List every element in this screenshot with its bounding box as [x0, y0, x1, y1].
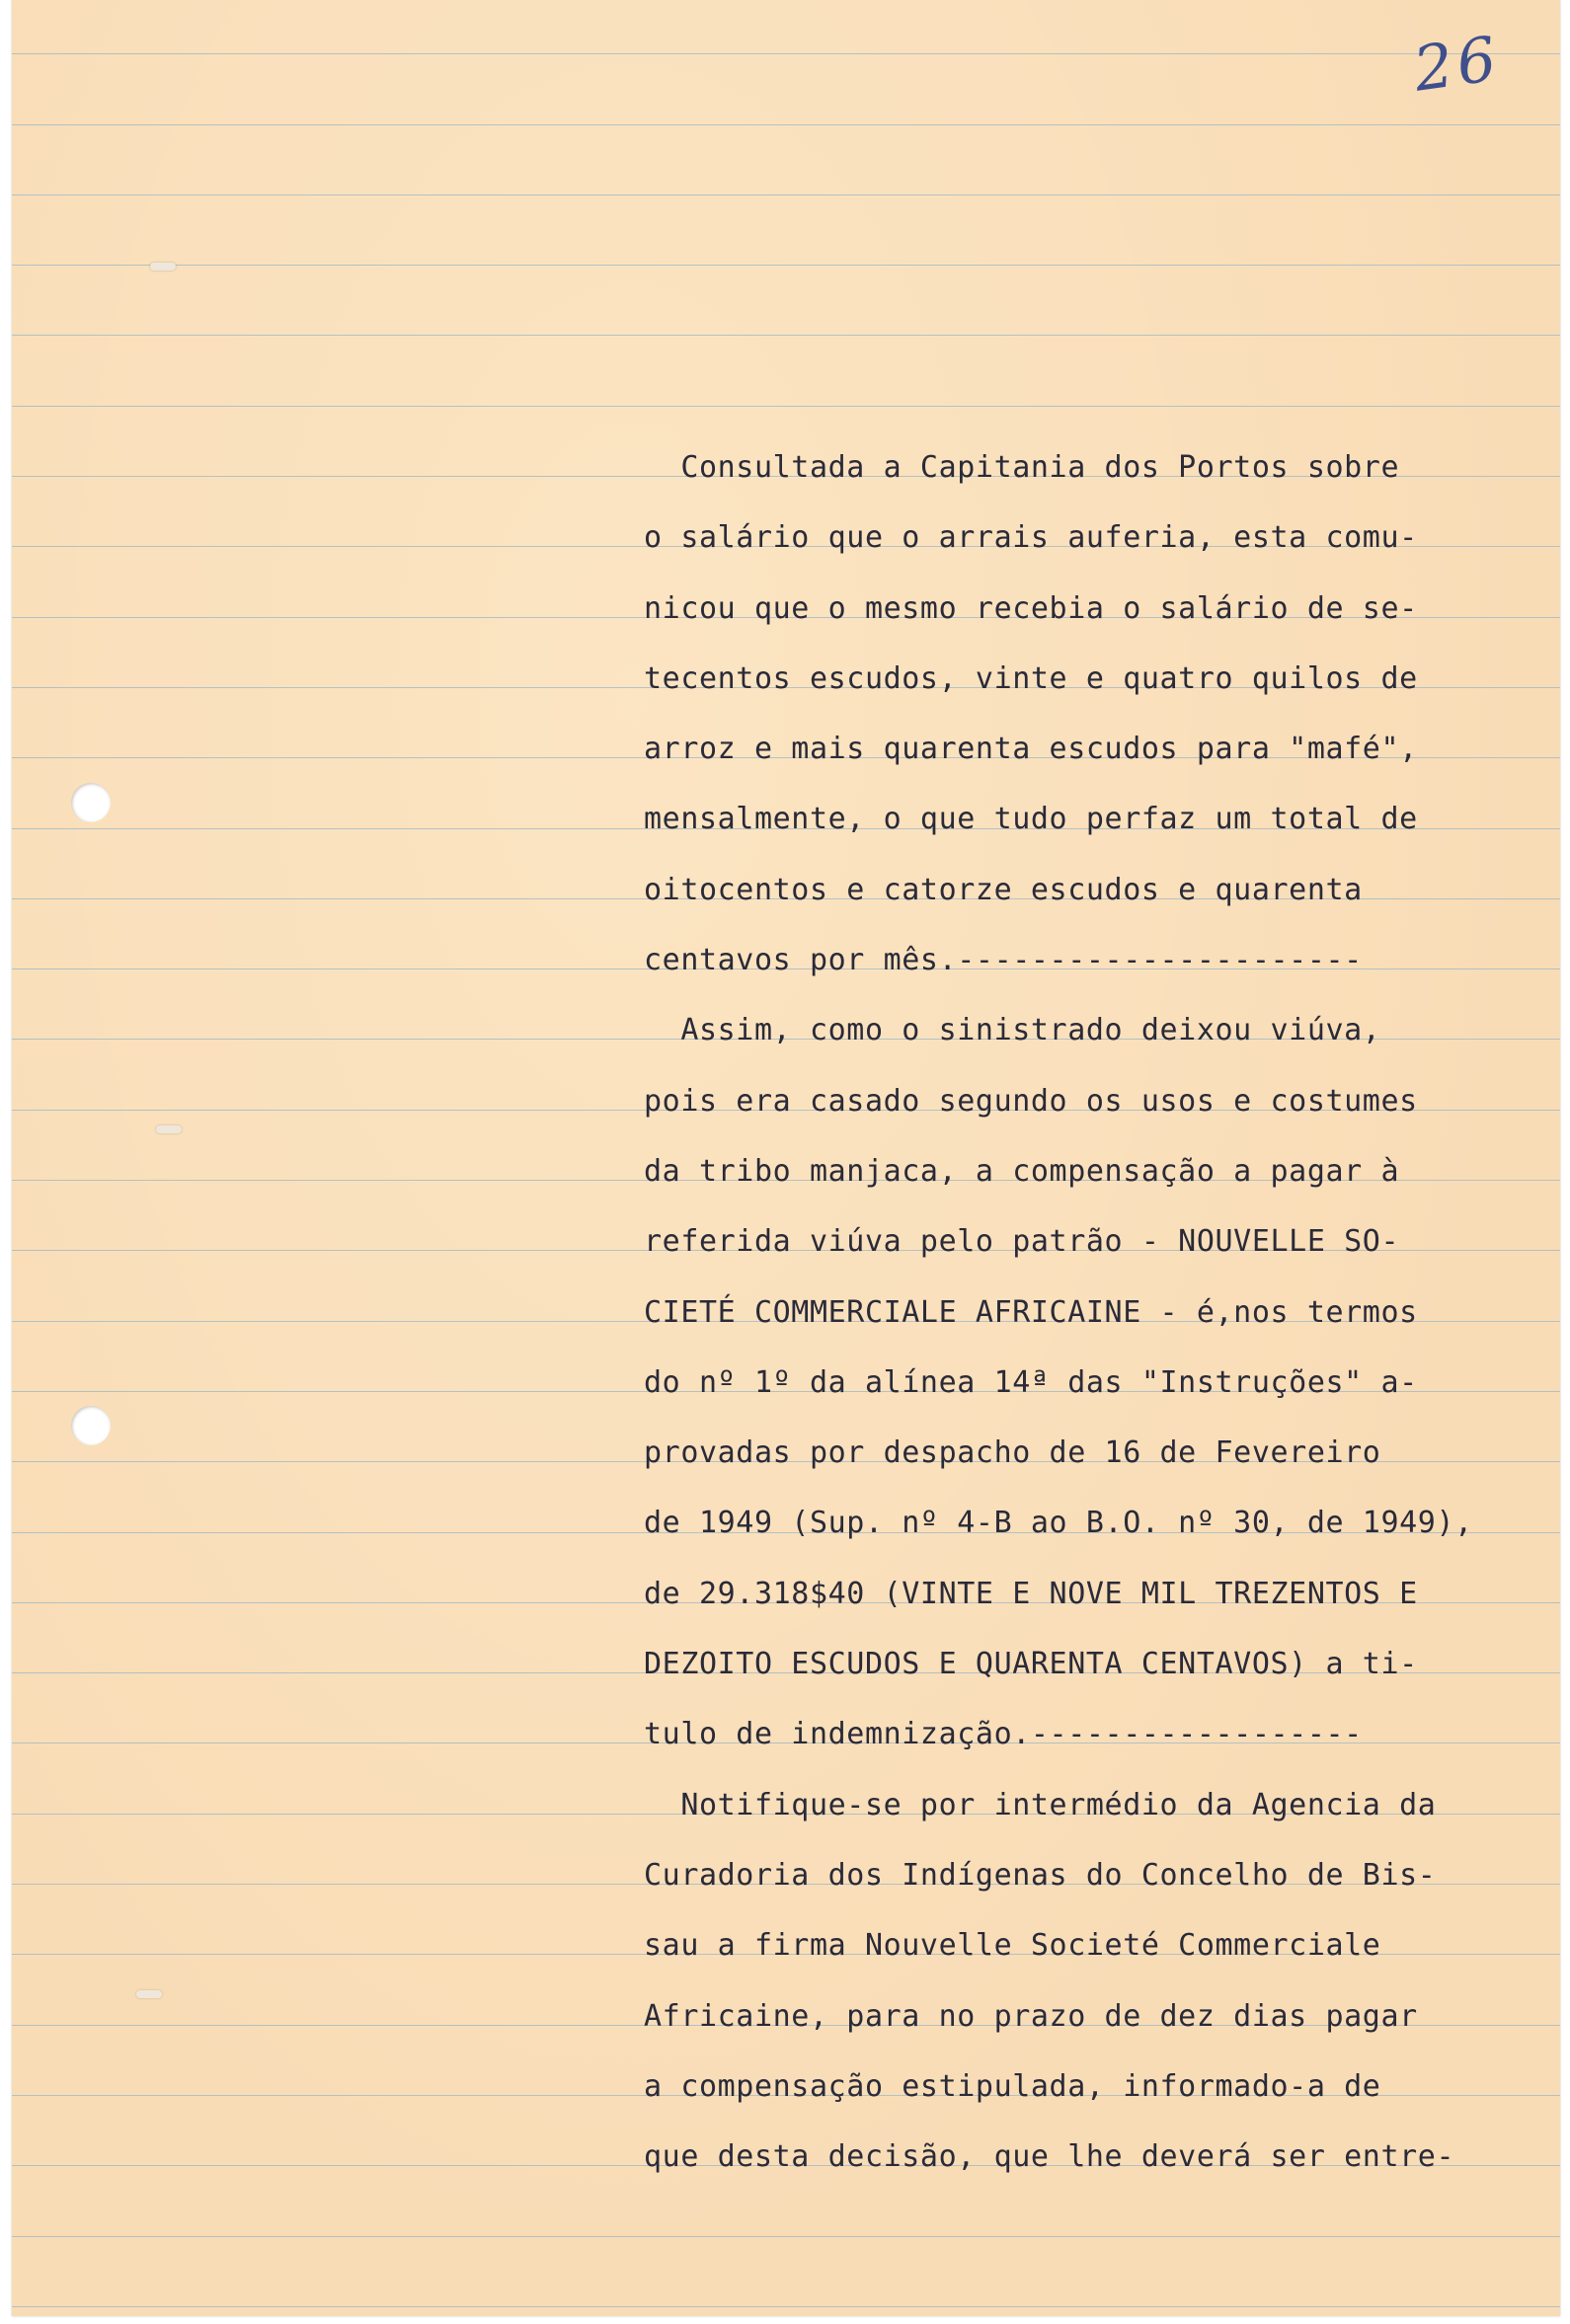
- ruled-line: [12, 124, 1560, 125]
- handwritten-page-number: 26: [1409, 22, 1505, 106]
- text-line: Consultada a Capitania dos Portos sobre: [644, 450, 1400, 485]
- text-line: Curadoria dos Indígenas do Concelho de Bis-: [644, 1857, 1437, 1893]
- text-line: Notifique-se por intermédio da Agencia da: [644, 1787, 1437, 1822]
- ruled-line: [12, 2236, 1560, 2237]
- text-line: tulo de indemnização.------------------: [644, 1717, 1363, 1752]
- ruled-line: [12, 53, 1560, 54]
- text-line: CIETÉ COMMERCIALE AFRICAINE - é,nos termos: [644, 1294, 1418, 1330]
- text-line: mensalmente, o que tudo perfaz um total de: [644, 802, 1418, 837]
- lined-paper-sheet: [12, 0, 1560, 2316]
- punch-hole-icon: [71, 1406, 111, 1445]
- text-line: de 1949 (Sup. nº 4-B ao B.O. nº 30, de 1949),: [644, 1506, 1473, 1541]
- text-line: que desta decisão, que lhe deverá ser entre-: [644, 2139, 1455, 2175]
- text-line: arroz e mais quarenta escudos para "mafé",: [644, 732, 1418, 767]
- staple-mark-icon: [156, 1125, 182, 1133]
- text-line: da tribo manjaca, a compensação a pagar à: [644, 1153, 1400, 1189]
- ruled-line: [12, 194, 1560, 195]
- punch-hole-icon: [71, 783, 111, 822]
- typed-body-text: [644, 432, 1532, 2192]
- text-line: DEZOITO ESCUDOS E QUARENTA CENTAVOS) a ti-: [644, 1647, 1418, 1682]
- text-line: Africaine, para no prazo de dez dias pagar: [644, 1998, 1418, 2034]
- ruled-line: [12, 335, 1560, 336]
- staple-mark-icon: [150, 263, 176, 271]
- text-line: a compensação estipulada, informado-a de: [644, 2068, 1381, 2104]
- staple-mark-icon: [136, 1990, 162, 1998]
- text-line: do nº 1º da alínea 14ª das "Instruções" a-: [644, 1364, 1418, 1400]
- text-line: provadas por despacho de 16 de Fevereiro: [644, 1435, 1381, 1471]
- text-line: centavos por mês.----------------------: [644, 943, 1363, 978]
- ruled-line: [12, 406, 1560, 407]
- text-line: pois era casado segundo os usos e costumes: [644, 1083, 1418, 1119]
- text-line: o salário que o arrais auferia, esta comu-: [644, 520, 1418, 556]
- ruled-line: [12, 265, 1560, 266]
- text-line: oitocentos e catorze escudos e quarenta: [644, 872, 1363, 907]
- text-line: Assim, como o sinistrado deixou viúva,: [644, 1013, 1381, 1048]
- text-line: nicou que o mesmo recebia o salário de se-: [644, 590, 1418, 626]
- text-line: tecentos escudos, vinte e quatro quilos de: [644, 660, 1418, 696]
- ruled-line: [12, 2306, 1560, 2307]
- text-line: de 29.318$40 (VINTE E NOVE MIL TREZENTOS E: [644, 1576, 1418, 1611]
- text-line: referida viúva pelo patrão - NOUVELLE SO-: [644, 1224, 1400, 1260]
- text-line: sau a firma Nouvelle Societé Commerciale: [644, 1928, 1381, 1964]
